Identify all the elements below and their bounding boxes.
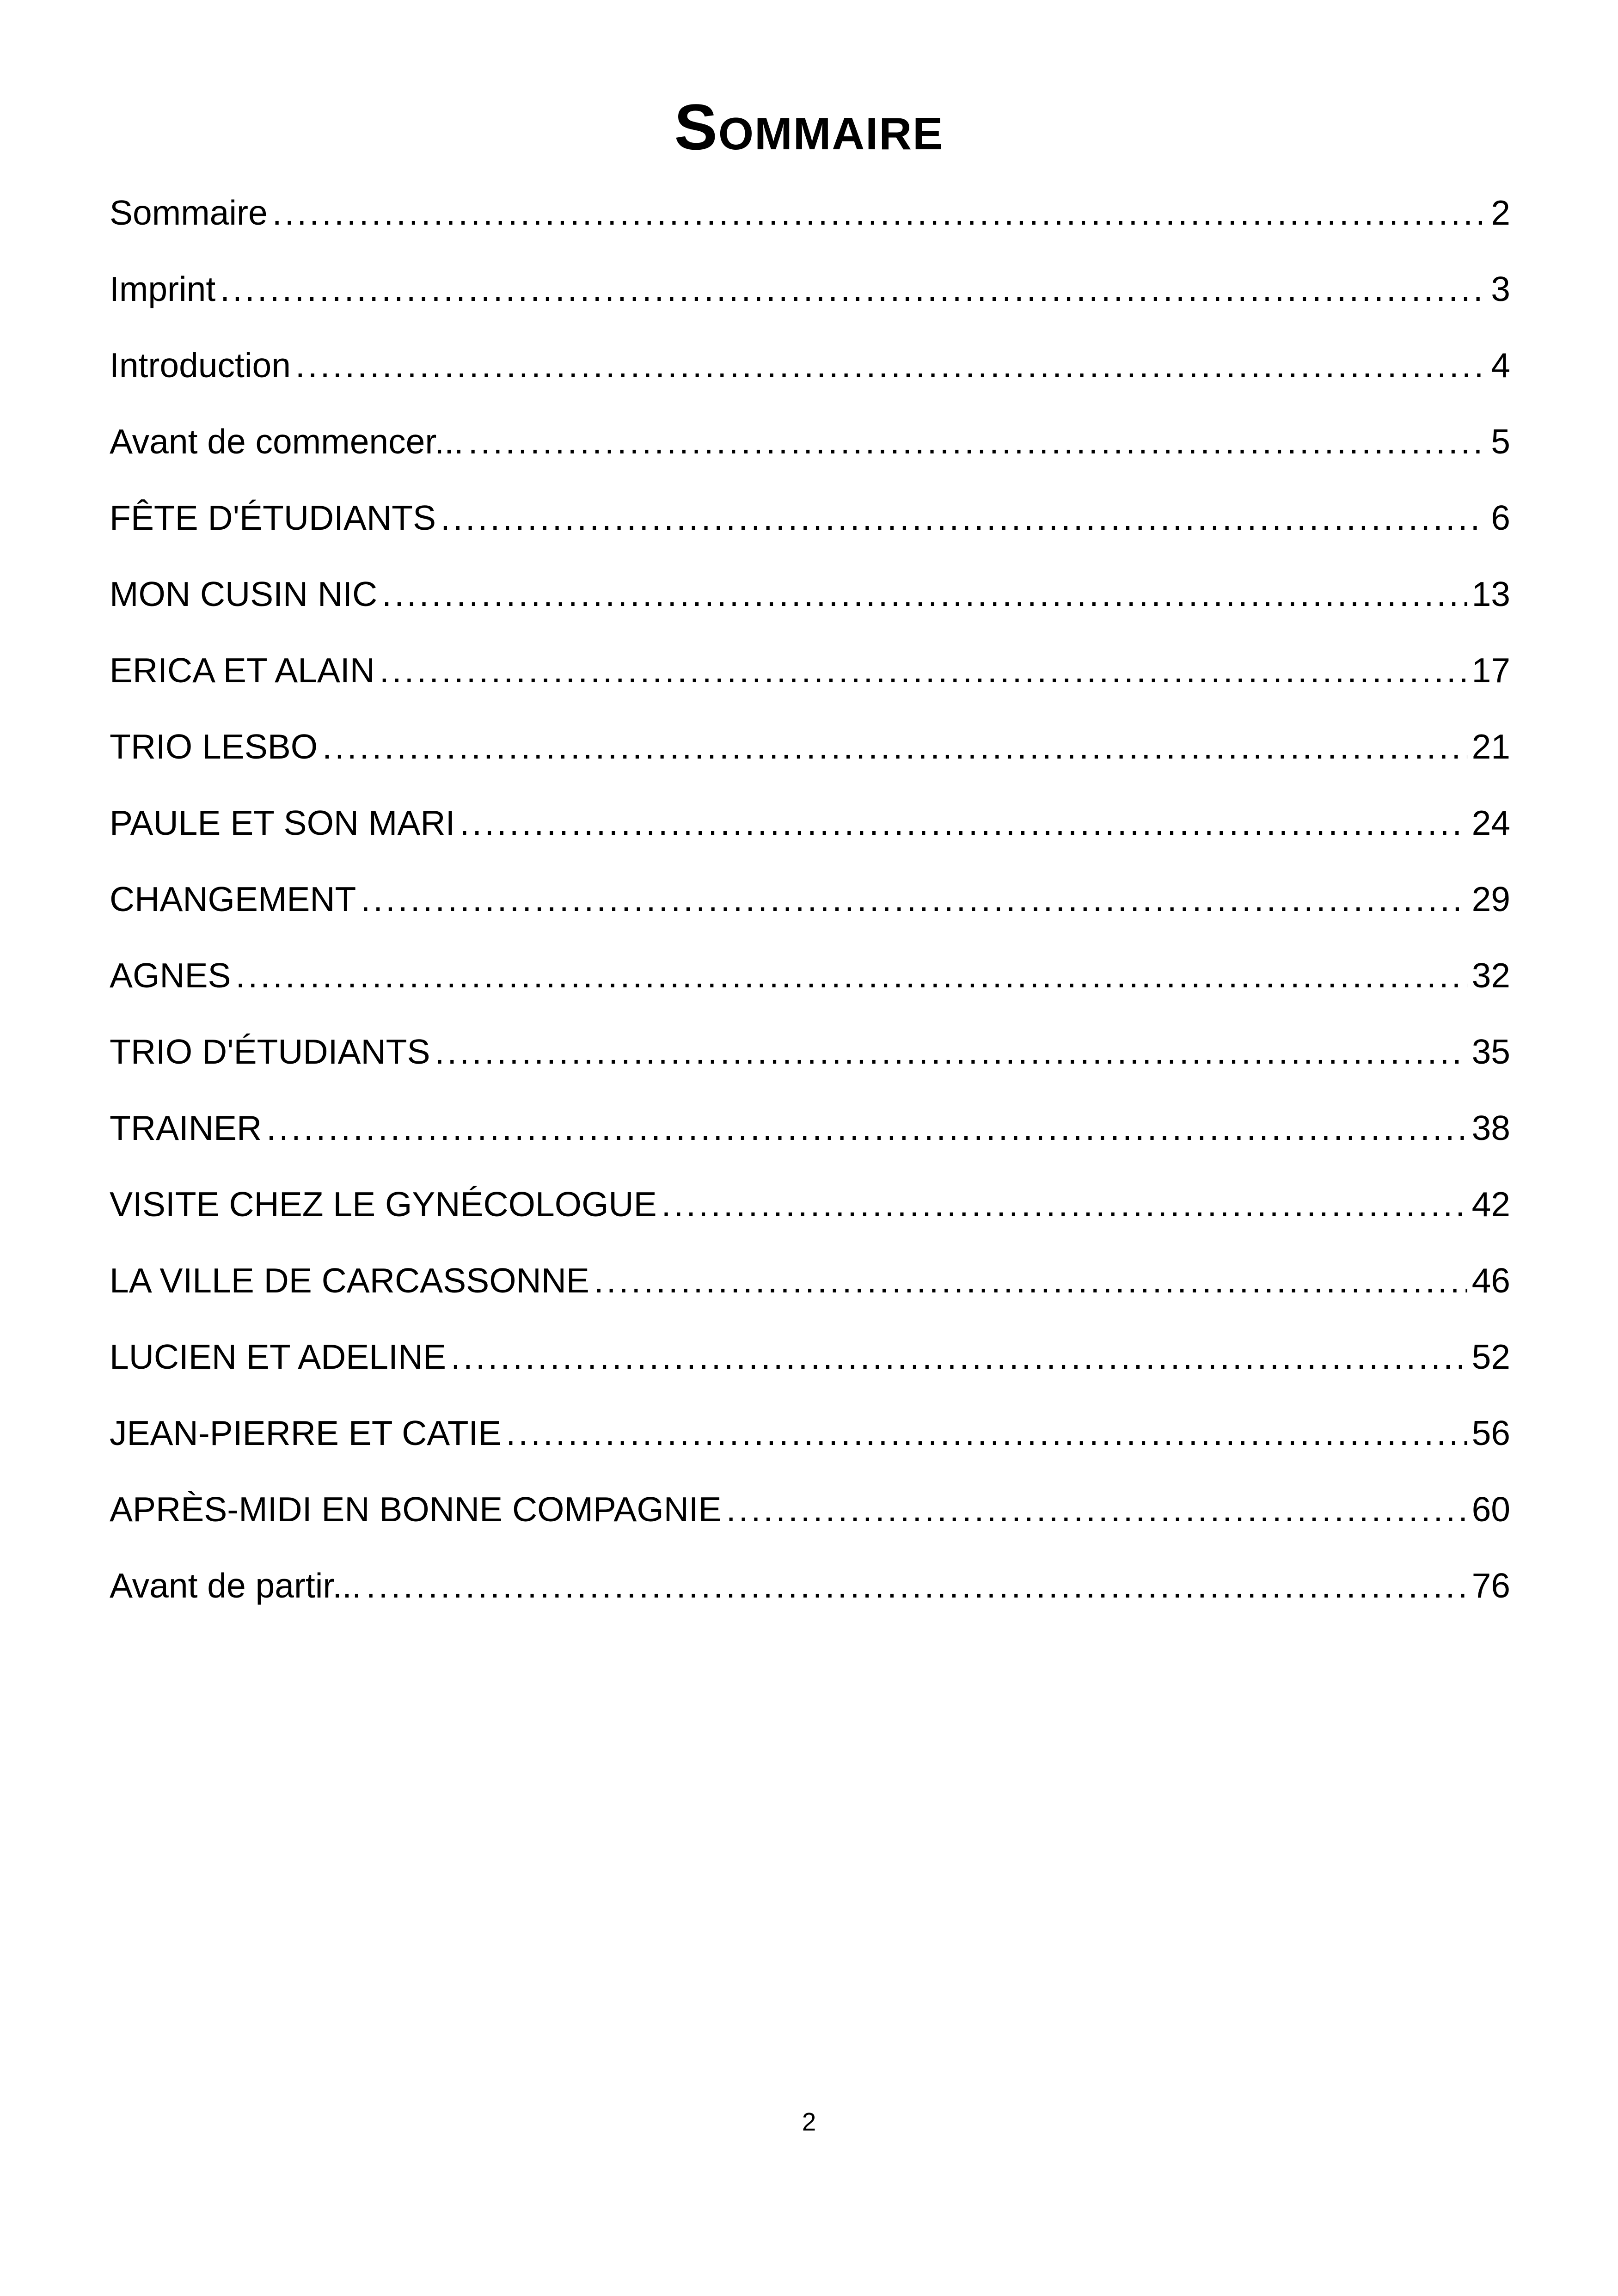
toc-entry[interactable] — [110, 404, 1510, 480]
toc-entry-title: Imprint — [110, 269, 216, 308]
toc-dot-leader — [380, 632, 1467, 709]
toc-entry-page: 76 — [1471, 1566, 1510, 1605]
toc-dot-leader — [295, 327, 1486, 404]
toc-dot-leader — [468, 404, 1487, 480]
toc-entry-page: 13 — [1471, 575, 1510, 613]
toc-entry[interactable] — [110, 1548, 1510, 1624]
toc-entry[interactable] — [110, 1090, 1510, 1166]
toc-entry-title: TRAINER — [110, 1108, 262, 1147]
toc-entry[interactable] — [110, 632, 1510, 709]
toc-entry-title: LUCIEN ET ADELINE — [110, 1337, 447, 1376]
footer-page-number: 2 — [802, 2107, 816, 2136]
toc-entry-page: 56 — [1471, 1414, 1510, 1452]
toc-dot-leader — [460, 785, 1467, 861]
toc-entry-page: 60 — [1471, 1490, 1510, 1529]
toc-entry[interactable] — [110, 1014, 1510, 1090]
toc-entry-page: 52 — [1471, 1337, 1510, 1376]
toc-entry[interactable] — [110, 327, 1510, 404]
toc-entry-page: 21 — [1471, 727, 1510, 766]
toc-entry-title: Introduction — [110, 346, 291, 385]
toc-entry-title: Avant de commencer... — [110, 422, 464, 461]
toc-entry[interactable] — [110, 251, 1510, 327]
toc-dot-leader — [266, 1090, 1467, 1166]
toc-dot-leader — [435, 1014, 1467, 1090]
toc-entry-title: TRIO D'ÉTUDIANTS — [110, 1032, 430, 1071]
toc-entry[interactable] — [110, 1471, 1510, 1548]
toc-dot-leader — [382, 556, 1467, 632]
toc-entry[interactable] — [110, 1395, 1510, 1471]
toc-dot-leader — [506, 1395, 1467, 1471]
toc-entry[interactable] — [110, 1243, 1510, 1319]
toc-entry[interactable] — [110, 785, 1510, 861]
toc-entry-title: TRIO LESBO — [110, 727, 318, 766]
toc-dot-leader — [361, 861, 1467, 937]
toc-entry-page: 4 — [1491, 346, 1510, 385]
toc-entry-page: 29 — [1471, 880, 1510, 918]
toc-entry-page: 42 — [1471, 1185, 1510, 1224]
toc-entry[interactable] — [110, 709, 1510, 785]
toc-dot-leader — [662, 1166, 1467, 1243]
toc-dot-leader — [594, 1243, 1467, 1319]
toc-entry[interactable] — [110, 480, 1510, 556]
toc-entry-page: 6 — [1491, 498, 1510, 537]
toc-dot-leader — [441, 480, 1486, 556]
toc-entry-title: Sommaire — [110, 193, 268, 232]
toc-entry-page: 46 — [1471, 1261, 1510, 1300]
toc-dot-leader — [726, 1471, 1467, 1548]
toc-entry-title: PAULE ET SON MARI — [110, 803, 455, 842]
toc-entry[interactable] — [110, 175, 1510, 251]
page-title: Sommaire — [674, 91, 944, 163]
toc-entry-title: VISITE CHEZ LE GYNÉCOLOGUE — [110, 1185, 657, 1224]
toc-entry-title: LA VILLE DE CARCASSONNE — [110, 1261, 589, 1300]
toc-entry-title: Avant de partir... — [110, 1566, 362, 1605]
toc-entry-title: AGNES — [110, 956, 231, 995]
toc-dot-leader — [366, 1548, 1467, 1624]
toc-entry-title: CHANGEMENT — [110, 880, 356, 918]
toc-dot-leader — [451, 1319, 1467, 1395]
toc-entry-page: 2 — [1491, 193, 1510, 232]
toc-entry-title: FÊTE D'ÉTUDIANTS — [110, 498, 436, 537]
toc-entry-page: 32 — [1471, 956, 1510, 995]
toc-entry[interactable] — [110, 861, 1510, 937]
toc-entry-page: 17 — [1471, 651, 1510, 690]
toc-entry[interactable] — [110, 1166, 1510, 1243]
toc-entry-page: 24 — [1471, 803, 1510, 842]
toc-entry-page: 3 — [1491, 269, 1510, 308]
table-of-contents — [110, 175, 1510, 1624]
toc-dot-leader — [322, 709, 1467, 785]
toc-entry-page: 5 — [1491, 422, 1510, 461]
toc-entry-title: ERICA ET ALAIN — [110, 651, 375, 690]
toc-entry-page: 38 — [1471, 1108, 1510, 1147]
toc-entry[interactable] — [110, 1319, 1510, 1395]
toc-dot-leader — [272, 175, 1487, 251]
toc-entry-title: APRÈS-MIDI EN BONNE COMPAGNIE — [110, 1490, 722, 1529]
toc-entry[interactable] — [110, 556, 1510, 632]
toc-dot-leader — [236, 937, 1467, 1014]
toc-entry-title: MON CUSIN NIC — [110, 575, 378, 613]
toc-entry[interactable] — [110, 937, 1510, 1014]
toc-entry-title: JEAN-PIERRE ET CATIE — [110, 1414, 502, 1452]
toc-dot-leader — [220, 251, 1486, 327]
toc-entry-page: 35 — [1471, 1032, 1510, 1071]
